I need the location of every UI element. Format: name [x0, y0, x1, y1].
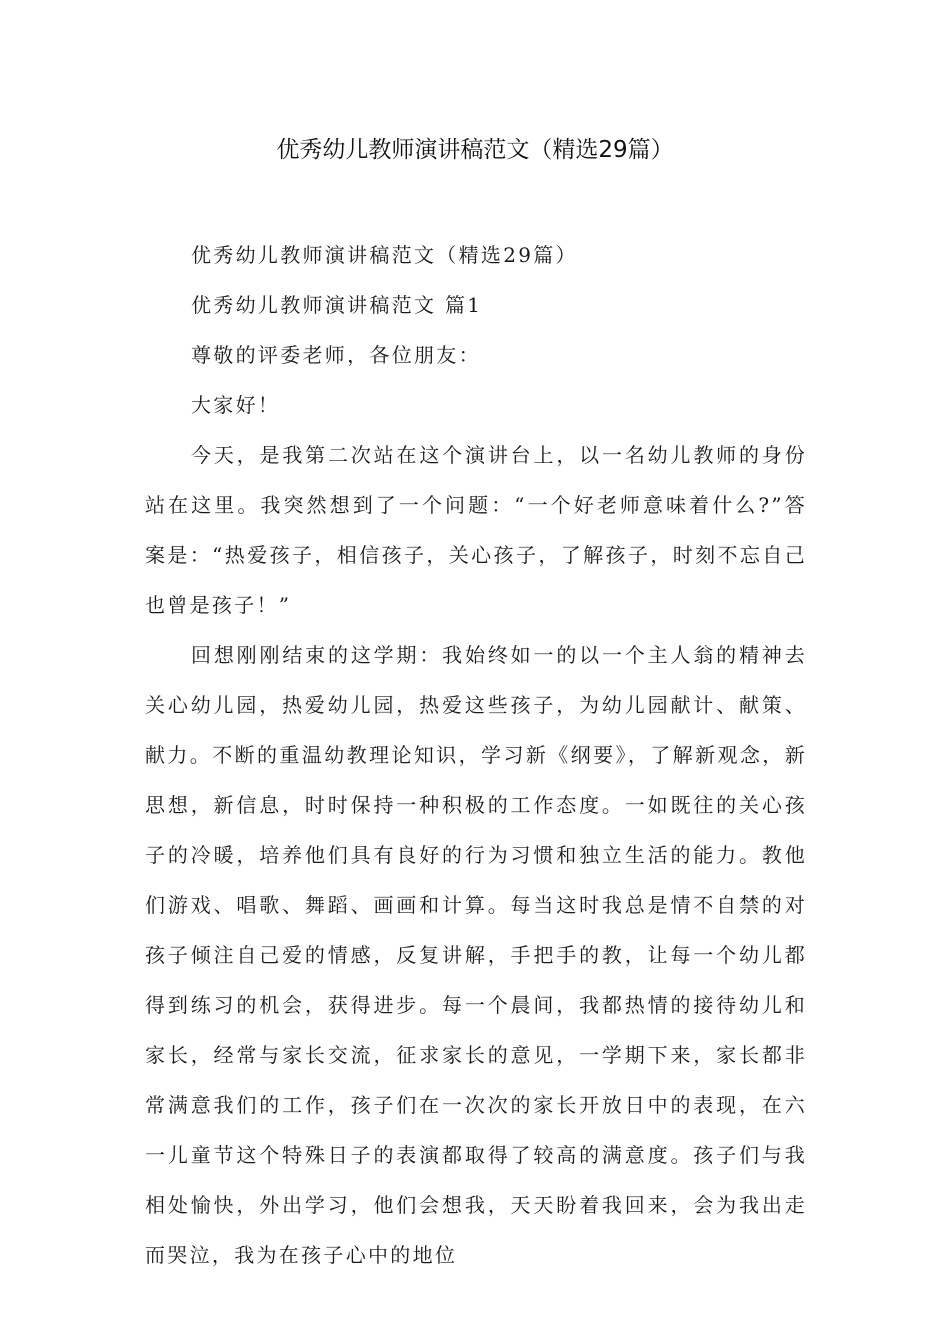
- paragraph-subtitle: 优秀幼儿教师演讲稿范文（精选29篇）: [191, 243, 578, 267]
- paragraph-body-2: 回想刚刚结束的这学期：我始终如一的以一个主人翁的精神去关心幼儿园，热爱幼儿园，热爱这些孩子，为幼儿园献计、献策、献力。不断的重温幼教理论知识，学习新《纲要》，了解新观念，新思想，新信息，时时保持一种积极的工作态度。一如既往的关心孩子的冷暖，培养他们具有良好的行为习惯和独立生活的能力。教他们游戏、唱歌、舞蹈、画画和计算。每当这时我总是情不自禁的对孩子倾注自己爱的情感，反复讲解，手把手的教，让每一个幼儿都得到练习的机会，获得进步。每一个晨间，我都热情的接待幼儿和家长，经常与家长交流，征求家长的意见，一学期下来，家长都非常满意我们的工作，孩子们在一次次的家长开放日中的表现，在六一儿童节这个特殊日子的表演都取得了较高的满意度。孩子们与我相处愉快，外出学习，他们会想我，天天盼着我回来，会为我出走而哭泣，我为在孩子心中的地位: [145, 643, 807, 1267]
- paragraph-body-1: 今天，是我第二次站在这个演讲台上，以一名幼儿教师的身份站在这里。我突然想到了一个问题：“一个好老师意味着什么?”答案是：“热爱孩子，相信孩子，关心孩子，了解孩子，时刻不忘自己也曾是孩子！”: [145, 443, 807, 617]
- document-body: [145, 230, 807, 1280]
- paragraph-greeting: 大家好！: [191, 393, 281, 417]
- paragraph-section-heading: 优秀幼儿教师演讲稿范文 篇1: [191, 293, 483, 317]
- document-title: 优秀幼儿教师演讲稿范文（精选29篇）: [276, 137, 674, 163]
- paragraph-salutation: 尊敬的评委老师，各位朋友：: [191, 343, 481, 367]
